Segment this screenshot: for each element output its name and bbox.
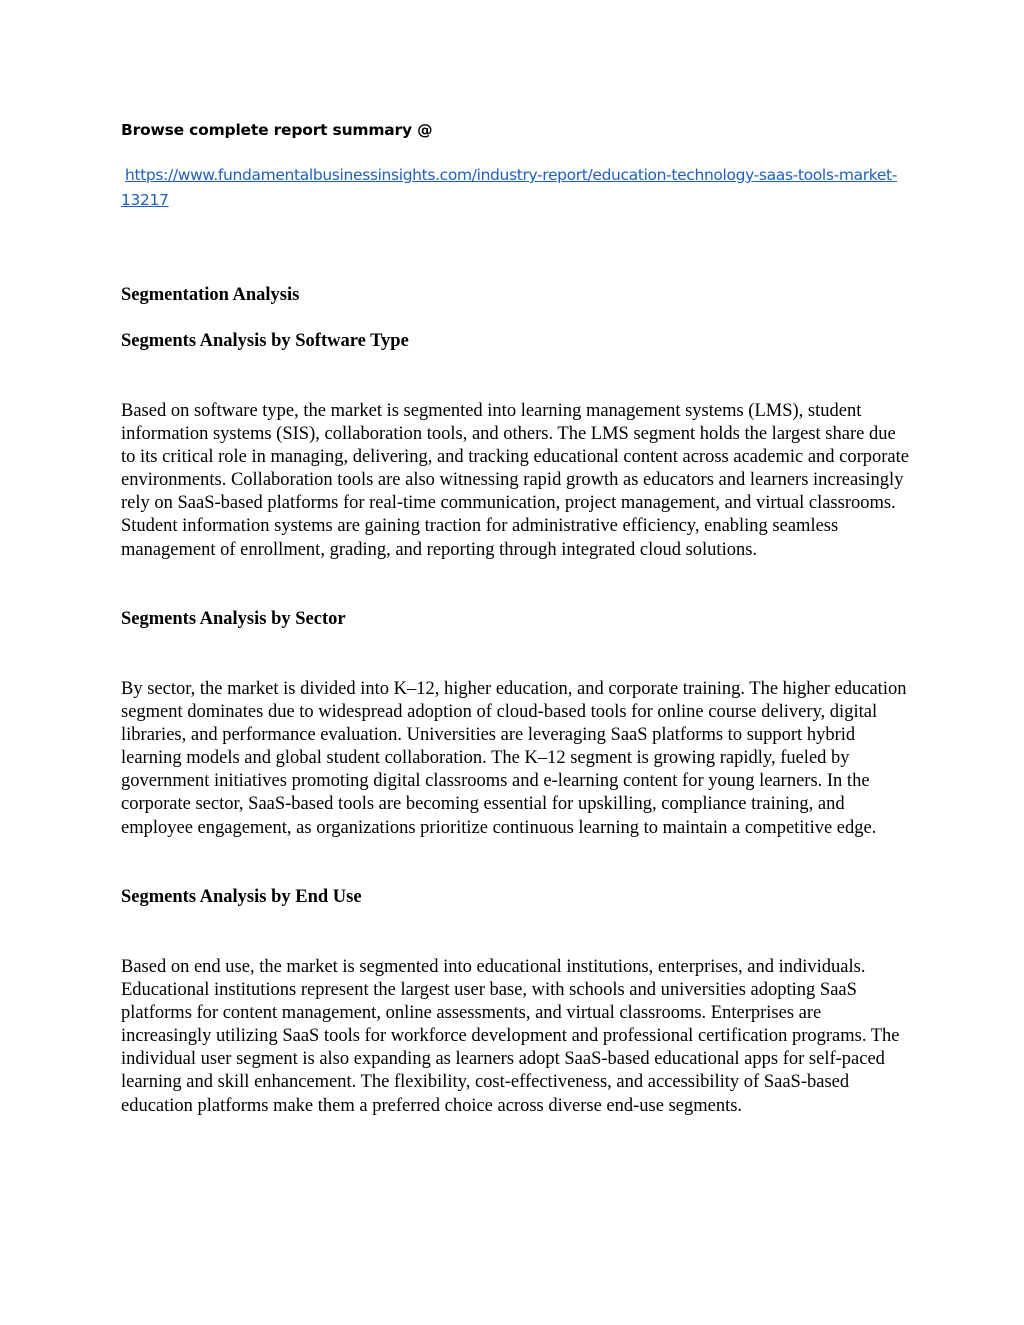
end-use-heading: Segments Analysis by End Use [121, 887, 362, 907]
browse-report-label: Browse complete report summary @ [121, 121, 433, 139]
segmentation-analysis-title: Segmentation Analysis [121, 285, 300, 305]
end-use-paragraph: Based on end use, the market is segmented into educational institutions, enterprises, and individuals. Educational institutions represent the largest user base, with schools and universities adopting SaaS platforms for content management, online assessments, and virtual classrooms. Enterprises are increasingly utilizing SaaS tools for workforce development and professional certification programs. The individual user segment is also expanding as learners adopt SaaS-based educational apps for self-paced learning and skill enhancement. The flexibility, cost-effectiveness, and accessibility of SaaS-based education platforms make them a preferred choice across diverse end-use segments. [121, 957, 900, 1116]
sector-paragraph: By sector, the market is divided into K–12, higher education, and corporate training. The higher education segment dominates due to widespread adoption of cloud-based tools for online course delivery, digital libraries, and performance evaluation. Universities are leveraging SaaS platforms to support hybrid learning models and global student collaboration. The K–12 segment is growing rapidly, fueled by government initiatives promoting digital classrooms and e-learning content for young learners. In the corporate sector, SaaS-based tools are becoming essential for upskilling, compliance training, and employee engagement, as organizations prioritize continuous learning to maintain a competitive edge. [121, 679, 907, 838]
sector-heading: Segments Analysis by Sector [121, 609, 346, 629]
software-type-heading: Segments Analysis by Software Type [121, 331, 409, 351]
report-summary-link-block [121, 163, 901, 213]
report-summary-link[interactable]: https://www.fundamentalbusinessinsights.com/industry-report/education-technology-saas-tools-market-13217 [121, 166, 897, 209]
software-type-paragraph: Based on software type, the market is segmented into learning management systems (LMS), student information systems (SIS), collaboration tools, and others. The LMS segment holds the largest share due to its critical role in managing, delivering, and tracking educational content across academic and corporate environments. Collaboration tools are also witnessing rapid growth as educators and learners increasingly rely on SaaS-based platforms for real-time communication, project management, and virtual classrooms. Student information systems are gaining traction for administrative efficiency, enabling seamless management of enrollment, grading, and reporting through integrated cloud solutions. [121, 401, 909, 560]
